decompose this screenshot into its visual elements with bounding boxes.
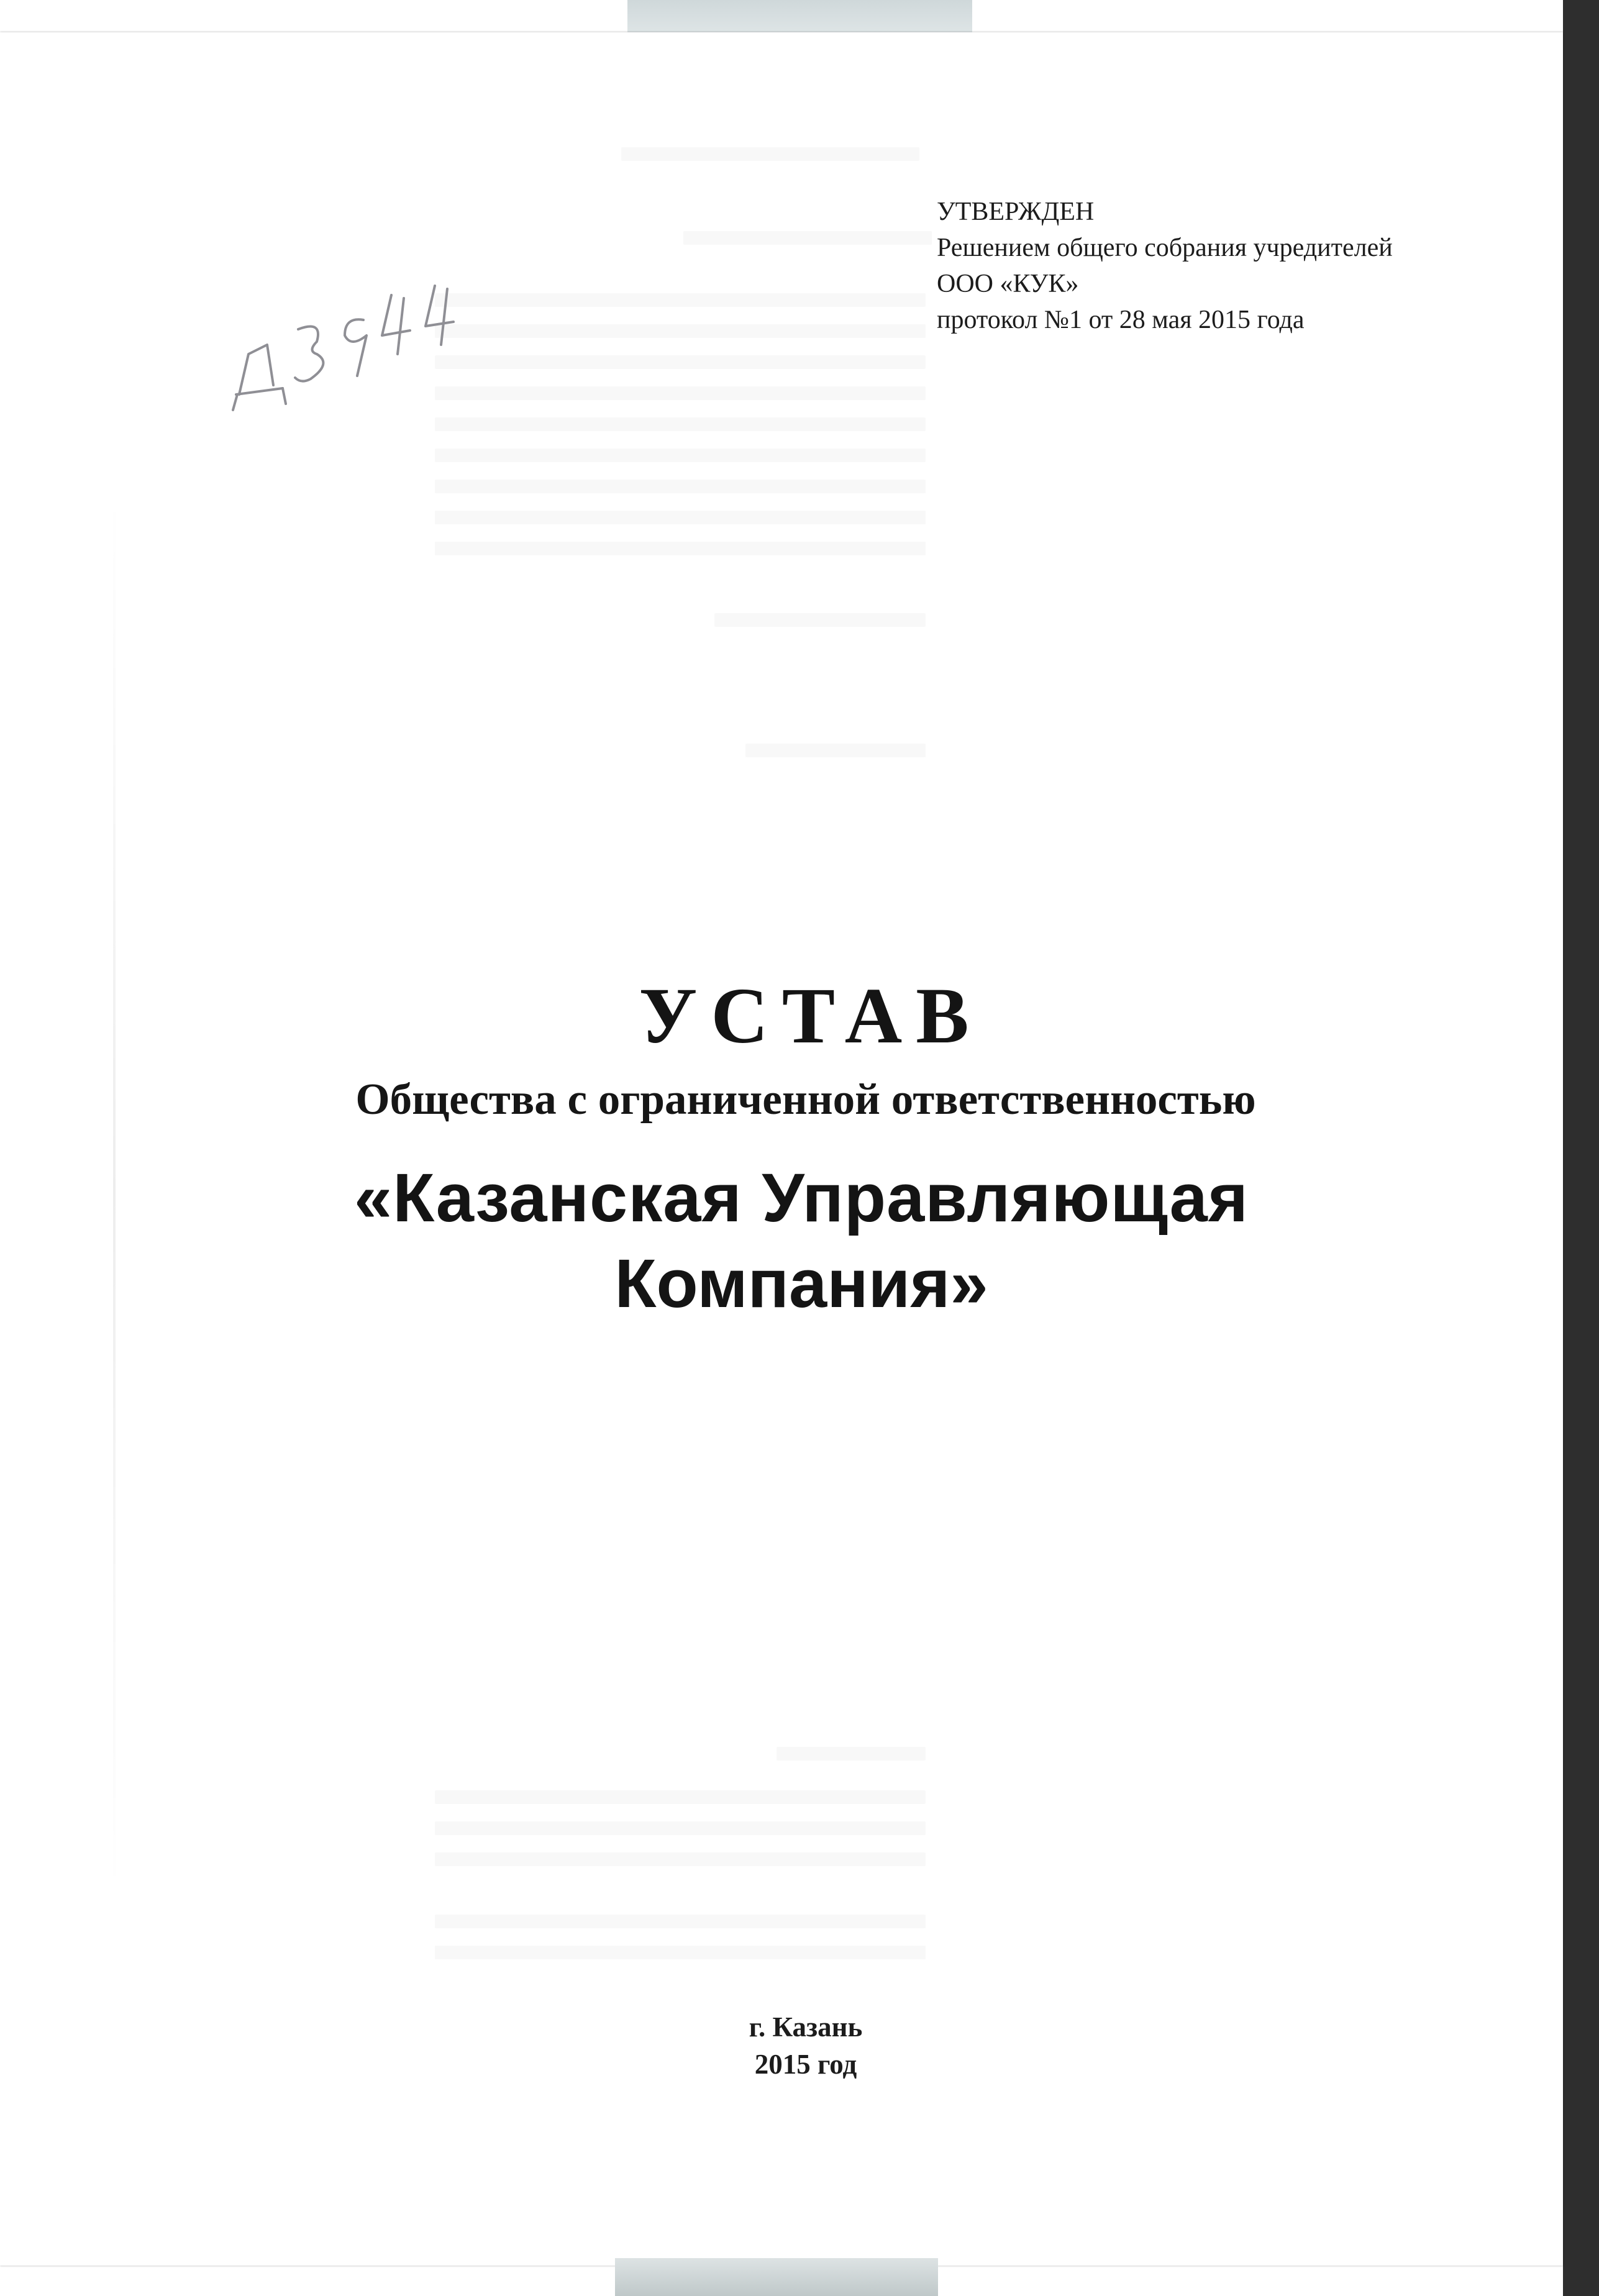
bleed-through-line xyxy=(435,1821,926,1835)
bleed-through-line xyxy=(777,1747,926,1761)
footer-year: 2015 год xyxy=(754,2049,857,2080)
bleed-through-line xyxy=(435,542,926,555)
bleed-through-line xyxy=(435,386,926,400)
bleed-through-line xyxy=(435,417,926,431)
document-title: УСТАВ xyxy=(639,972,983,1060)
approval-company: ООО «КУК» xyxy=(937,270,1079,298)
bleed-through-line xyxy=(435,324,926,338)
bleed-through-line xyxy=(435,1852,926,1866)
handwritten-note xyxy=(224,261,485,422)
approval-protocol: протокол №1 от 28 мая 2015 года xyxy=(937,306,1305,334)
scanner-background xyxy=(1563,0,1599,2296)
company-name-line2: Компания» xyxy=(614,1246,988,1322)
footer-city: г. Казань xyxy=(749,2011,863,2043)
bleed-through-line xyxy=(435,355,926,369)
bleed-through-line xyxy=(745,744,926,757)
bleed-through-line xyxy=(435,511,926,524)
document-subtitle: Общества с ограниченной ответственностью xyxy=(355,1075,1256,1124)
bleed-through-line xyxy=(435,449,926,462)
approval-heading: УТВЕРЖДЕН xyxy=(937,198,1095,226)
approval-block xyxy=(937,194,1496,338)
bleed-through-line xyxy=(621,147,919,161)
document-footer xyxy=(0,2008,1599,2083)
company-name xyxy=(0,1155,1599,1327)
bleed-through-line xyxy=(683,231,932,245)
bleed-through-line xyxy=(435,1915,926,1928)
bleed-through-line xyxy=(714,613,926,627)
binder-clip-bottom xyxy=(615,2258,938,2296)
bleed-through-line xyxy=(435,1790,926,1804)
bleed-through-line xyxy=(435,1946,926,1959)
bleed-through-line xyxy=(435,480,926,493)
company-name-line1: «Казанская Управляющая xyxy=(354,1160,1249,1236)
bleed-through-line xyxy=(435,293,926,307)
approval-decision: Решением общего собрания учредителей xyxy=(937,234,1393,262)
